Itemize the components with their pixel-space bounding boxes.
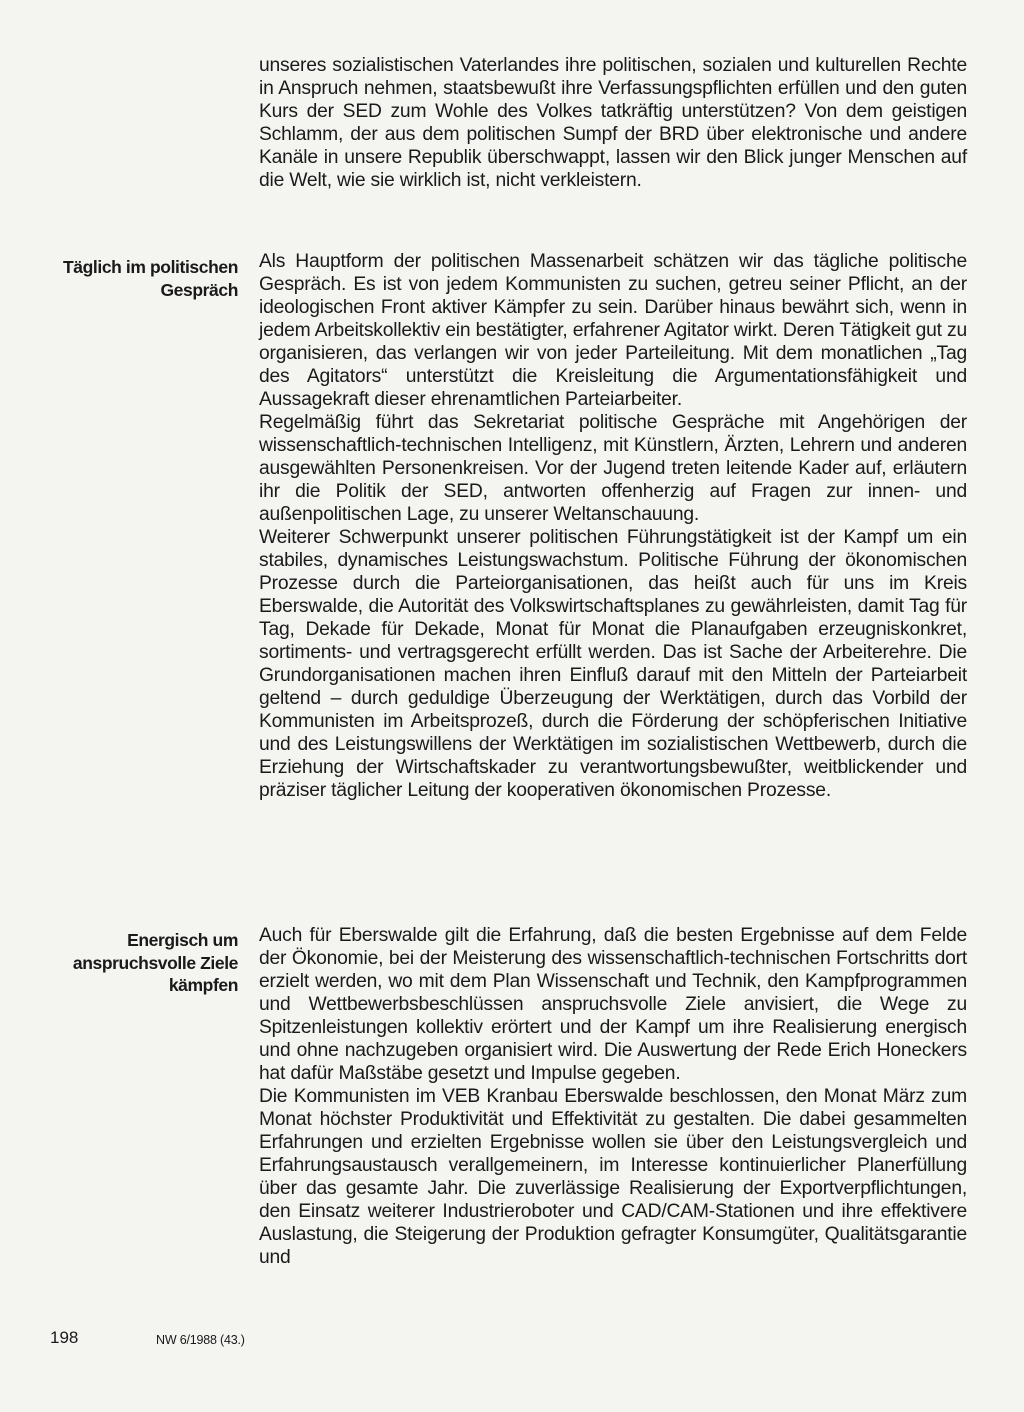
paragraph: unseres sozialistischen Vaterlandes ihre politischen, sozialen und kulturellen Rechte in Anspruch nehmen, staatsbewußt ihre Verfassungspflichten erfüllen und den guten Kurs der SED zum Wohle des Volkes tatkräftig unterstützen? Von dem geistigen Schlamm, der aus dem politischen Sumpf der BRD über elektronische und andere Kanäle in unsere Republik überschwappt, lassen wir den Blick junger Menschen auf die Welt, wie sie wirklich ist, nicht verkleistern. — [259, 55, 967, 191]
text-block-energisch — [259, 924, 967, 1269]
text-block-taeglich — [259, 250, 967, 802]
journal-reference: NW 6/1988 (43.) — [156, 1333, 245, 1347]
page-number: 198 — [50, 1328, 79, 1347]
paragraph: Weiterer Schwerpunkt unserer politischen Führungstätigkeit ist der Kampf um ein stabiles, dynamisches Leistungswachstum. Politische Führung der ökonomischen Prozesse durch die Parteiorganisationen, das heißt auch für uns im Kreis Eberswalde, die Autorität des Volkswirtschaftsplanes zu gewährleisten, damit Tag für Tag, Dekade für Dekade, Monat für Monat die Planaufgaben erzeugniskonkret, sortiments- und vertragsgerecht erfüllt werden. Das ist Sache der Arbeiterehre. Die Grundorganisationen machen ihren Einfluß darauf mit den Mitteln der Parteiarbeit geltend – durch geduldige Überzeugung der Werktätigen, durch das Vorbild der Kommunisten im Arbeitsprozeß, durch die Förderung der schöpferischen Initiative und des Leistungswillens der Werktätigen im sozialistischen Wettbewerb, durch die Erziehung der Wirtschaftskader zu verantwortungsbewußter, weitblickender und präziser täglicher Leitung der kooperativen ökonomischen Prozesse. — [259, 527, 967, 801]
paragraph: Auch für Eberswalde gilt die Erfahrung, daß die besten Ergebnisse auf dem Felde der Ökonomie, bei der Meisterung des wissenschaftlich-technischen Fortschritts dort erzielt werden, wo mit dem Plan Wissenschaft und Technik, den Kampfprogrammen und Wettbewerbsbeschlüssen anspruchsvolle Ziele anvisiert, die Wege zu Spitzenleistungen kollektiv erörtert und der Kampf um ihre Realisierung energisch und ohne nachzugeben organisiert wird. Die Auswertung der Rede Erich Honeckers hat dafür Maßstäbe gesetzt und Impulse gegeben. — [259, 925, 967, 1084]
paragraph: Regelmäßig führt das Sekretariat politische Gespräche mit Angehörigen der wissenschaftlich-technischen Intelligenz, mit Künstlern, Ärzten, Lehrern und anderen ausgewählten Personenkreisen. Vor der Jugend treten leitende Kader auf, erläutern ihr die Politik der SED, antworten offenherzig auf Fragen zur innen- und außenpolitischen Lage, zu unserer Weltanschauung. — [259, 412, 967, 525]
paragraph: Als Hauptform der politischen Massenarbeit schätzen wir das tägliche politische Gespräch. Es ist von jedem Kommunisten zu suchen, getreu seiner Pflicht, an der ideologischen Front aktiver Kämpfer zu sein. Darüber hinaus bewährt sich, wenn in jedem Arbeitskollektiv ein bestätigter, erfahrener Agitator wirkt. Deren Tätigkeit gut zu organisieren, das verlangen wir von jeder Parteileitung. Mit dem monatlichen „Tag des Agitators“ unterstützt die Kreisleitung die Argumentationsfähigkeit und Aussagekraft dieser ehrenamtlichen Parteiarbeiter. — [259, 251, 967, 410]
marginal-heading-taeglich: Täglich im politischen Gespräch — [63, 257, 238, 300]
marginal-heading-energisch: Energisch um anspruchsvolle Ziele kämpfen — [72, 930, 238, 995]
text-block-intro — [259, 54, 967, 192]
paragraph: Die Kommunisten im VEB Kranbau Eberswalde beschlossen, den Monat März zum Monat höchster Produktivität und Effektivität zu gestalten. Die dabei gesammelten Erfahrungen und erzielten Ergebnisse wollen sie über den Leistungsvergleich und Erfahrungsaustausch verallgemeinern, im Interesse kontinuierlicher Planerfüllung über das gesamte Jahr. Die zuverlässige Realisierung der Exportverpflichtungen, den Einsatz weiterer Industrieroboter und CAD/CAM-Stationen und ihre effektivere Auslastung, die Steigerung der Produktion gefragter Konsumgüter, Qualitätsgarantie und — [259, 1086, 967, 1268]
